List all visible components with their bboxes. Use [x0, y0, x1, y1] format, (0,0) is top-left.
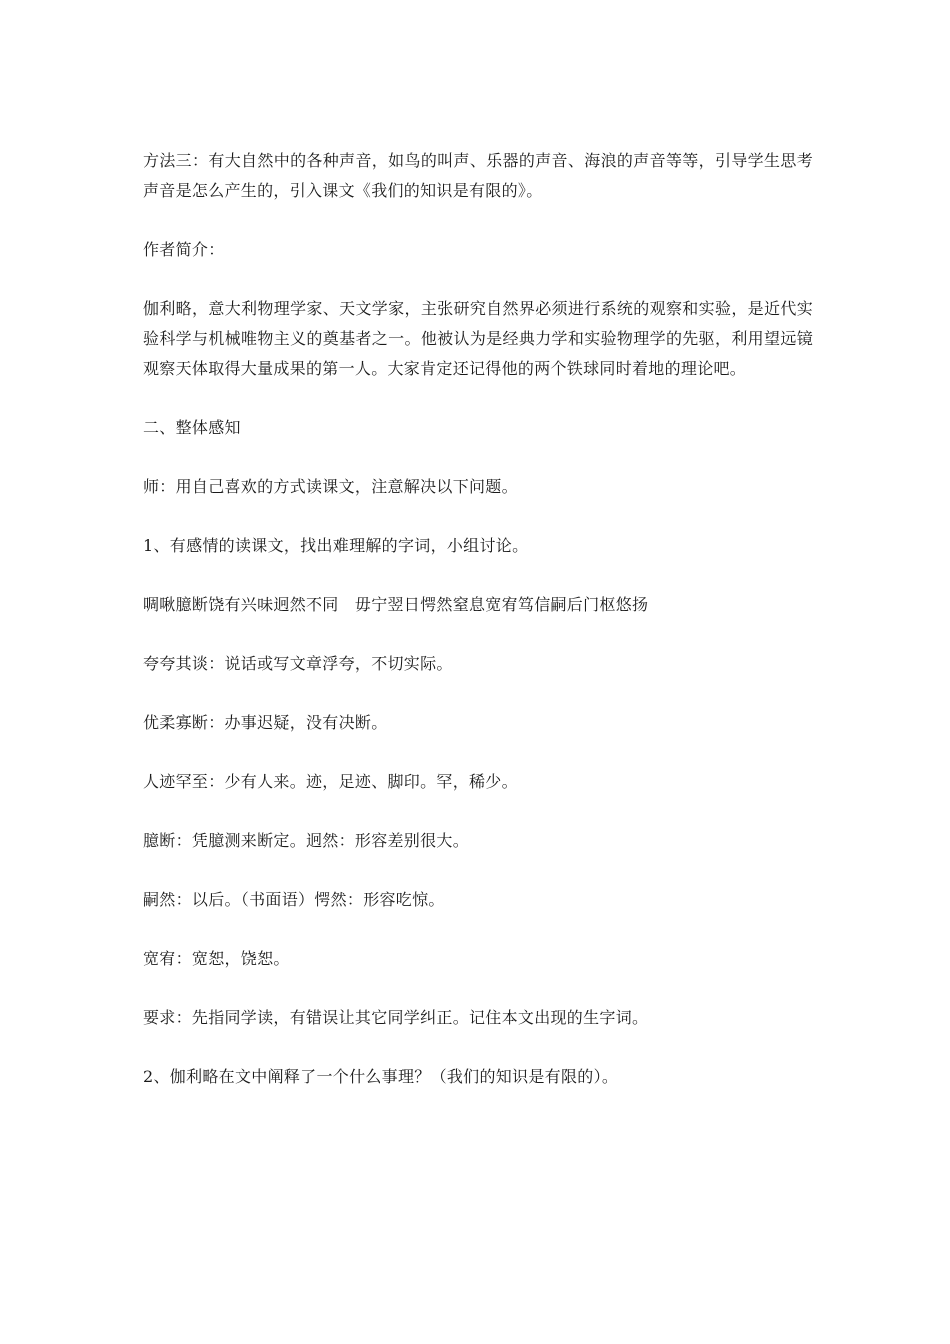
paragraph-requirement: 要求：先指同学读，有错误让其它同学纠正。记住本文出现的生字词。 [143, 1008, 649, 1027]
paragraph-method-three: 方法三：有大自然中的各种声音，如鸟的叫声、乐器的声音、海浪的声音等等，引导学生思考声音是怎么产生的，引入课文《我们的知识是有限的》。 [143, 151, 813, 200]
paragraph-teacher-instruction: 师：用自己喜欢的方式读课文，注意解决以下问题。 [143, 477, 518, 496]
document-body [143, 146, 813, 1121]
definition-yourou-guaduan: 优柔寡断：办事迟疑，没有决断。 [143, 713, 388, 732]
paragraph-galileo-bio: 伽利略，意大利物理学家、天文学家，主张研究自然界必须进行系统的观察和实验，是近代实验科学与机械唯物主义的奠基者之一。他被认为是经典力学和实验物理学的先驱，利用望远镜观察天体取得大量成果的第一人。大家肯定还记得他的两个铁球同时着地的理论吧。 [143, 299, 813, 378]
definition-siran-eran: 嗣然：以后。（书面语）愕然：形容吃惊。 [143, 890, 445, 909]
definition-kuanyou: 宽宥：宽恕，饶恕。 [143, 949, 290, 968]
heading-author-intro: 作者简介： [143, 240, 225, 259]
vocabulary-list: 啁啾臆断饶有兴味迥然不同 毋宁翌日愕然窒息宽宥笃信嗣后门枢悠扬 [143, 595, 649, 614]
heading-overall-perception: 二、整体感知 [143, 418, 241, 437]
paragraph-task-one: 1、有感情的读课文，找出难理解的字词，小组讨论。 [143, 536, 529, 555]
definition-kuakua-qitan: 夸夸其谈：说话或写文章浮夸，不切实际。 [143, 654, 453, 673]
paragraph-task-two: 2、伽利略在文中阐释了一个什么事理？（我们的知识是有限的）。 [143, 1067, 619, 1086]
definition-yiduan-jiongran: 臆断：凭臆测来断定。迥然：形容差别很大。 [143, 831, 470, 850]
definition-renji-hanzhi: 人迹罕至：少有人来。迹，足迹、脚印。罕，稀少。 [143, 772, 518, 791]
